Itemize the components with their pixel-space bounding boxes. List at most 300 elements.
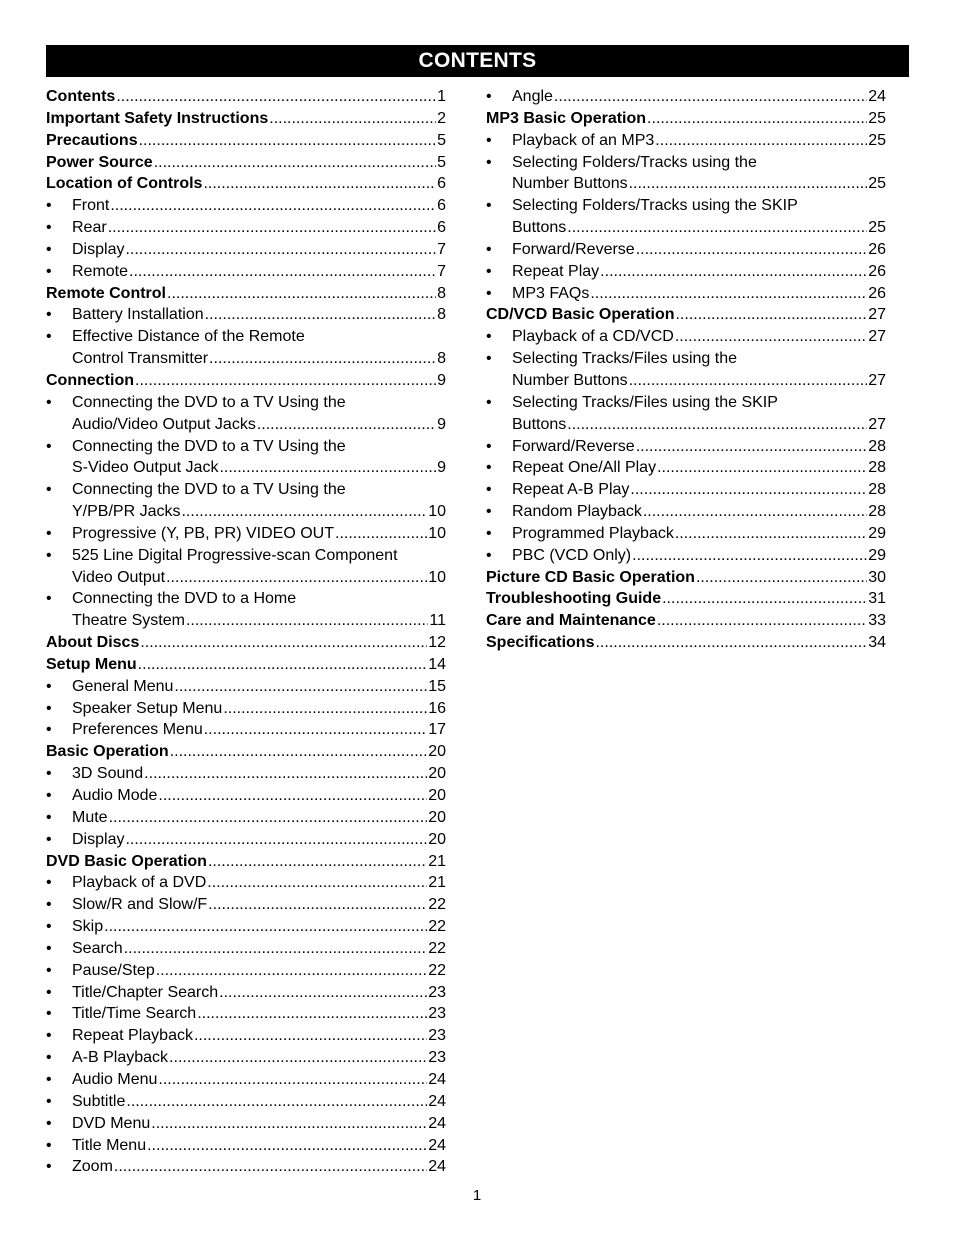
toc-label: Forward/Reverse — [512, 240, 635, 258]
toc-line — [46, 1156, 446, 1178]
toc-label: Forward/Reverse — [512, 437, 635, 455]
toc-heading[interactable] — [486, 304, 886, 326]
toc-label: Number Buttons — [512, 371, 628, 389]
toc-heading[interactable] — [486, 567, 886, 589]
toc-label: Care and Maintenance — [486, 612, 656, 630]
toc-heading[interactable] — [46, 851, 446, 873]
dot-leader — [158, 785, 427, 807]
toc-line — [486, 523, 886, 545]
bullet-icon: • — [46, 328, 52, 346]
bullet-icon: • — [46, 1092, 52, 1110]
toc-heading[interactable] — [46, 108, 446, 130]
dot-leader — [110, 195, 436, 217]
toc-page-number: 27 — [868, 328, 886, 346]
dot-leader — [209, 348, 436, 370]
toc-page-number: 33 — [868, 612, 886, 630]
toc-item[interactable] — [46, 392, 446, 436]
toc-label: Important Safety Instructions — [46, 109, 269, 127]
toc-heading[interactable] — [486, 632, 886, 654]
dot-leader — [567, 217, 867, 239]
toc-item[interactable] — [46, 217, 446, 239]
bullet-icon: • — [486, 459, 492, 477]
toc-item[interactable] — [486, 457, 886, 479]
toc-item[interactable] — [486, 283, 886, 305]
toc-item[interactable] — [486, 436, 886, 458]
toc-line — [46, 632, 446, 654]
dot-leader — [219, 457, 436, 479]
toc-page-number: 28 — [868, 481, 886, 499]
toc-item[interactable] — [46, 1025, 446, 1047]
bullet-icon: • — [486, 197, 492, 215]
toc-page-number: 23 — [428, 983, 446, 1001]
toc-item[interactable] — [46, 676, 446, 698]
toc-line — [486, 326, 886, 348]
toc-label: Contents — [46, 88, 116, 105]
bullet-icon: • — [46, 240, 52, 258]
toc-page-number: 1 — [437, 88, 446, 105]
toc-page-number: 14 — [428, 655, 446, 673]
toc-page-number: 7 — [437, 240, 446, 258]
dot-leader — [595, 632, 867, 654]
toc-item[interactable] — [486, 261, 886, 283]
toc-page-number: 24 — [428, 1092, 446, 1110]
toc-item[interactable] — [46, 719, 446, 741]
dot-leader — [675, 523, 867, 545]
toc-item[interactable] — [486, 130, 886, 152]
dot-leader — [655, 130, 867, 152]
dot-leader — [657, 457, 867, 479]
toc-item[interactable] — [46, 763, 446, 785]
toc-label: Connection — [46, 371, 134, 389]
bullet-icon: • — [46, 721, 52, 739]
toc-item[interactable] — [46, 304, 446, 326]
toc-item[interactable] — [46, 894, 446, 916]
bullet-icon: • — [486, 524, 492, 542]
toc-label: Title Menu — [72, 1136, 147, 1154]
toc-item[interactable] — [46, 1069, 446, 1091]
toc-label: Zoom — [72, 1158, 113, 1176]
toc-label: DVD Menu — [72, 1114, 151, 1132]
toc-item[interactable] — [486, 501, 886, 523]
toc-page-number: 5 — [437, 153, 446, 171]
toc-page-number: 23 — [428, 1005, 446, 1023]
bullet-icon: • — [46, 219, 52, 237]
toc-item[interactable] — [46, 1003, 446, 1025]
bullet-icon: • — [46, 677, 52, 695]
bullet-icon: • — [46, 546, 52, 564]
dot-leader — [567, 414, 867, 436]
bullet-icon: • — [46, 262, 52, 280]
dot-leader — [186, 610, 428, 632]
toc-label: A-B Playback — [72, 1049, 169, 1067]
toc-item[interactable] — [46, 872, 446, 894]
dot-leader — [207, 872, 427, 894]
bullet-icon: • — [486, 262, 492, 280]
bullet-icon: • — [46, 393, 52, 411]
toc-item[interactable] — [46, 326, 446, 370]
dot-leader — [335, 523, 427, 545]
toc-line — [46, 326, 446, 348]
toc-line — [46, 916, 446, 938]
toc-label: Remote Control — [46, 284, 166, 302]
dot-leader — [151, 1113, 427, 1135]
toc-heading[interactable] — [46, 370, 446, 392]
bullet-icon: • — [46, 830, 52, 848]
bullet-icon: • — [46, 939, 52, 957]
toc-line — [46, 654, 446, 676]
toc-page-number: 23 — [428, 1049, 446, 1067]
toc-line — [46, 567, 446, 589]
toc-label: MP3 FAQs — [512, 284, 590, 302]
toc-item[interactable] — [486, 152, 886, 196]
toc-item[interactable] — [46, 588, 446, 632]
toc-item[interactable] — [46, 545, 446, 589]
toc-label: Repeat One/All Play — [512, 459, 657, 477]
dot-leader — [590, 283, 867, 305]
toc-page-number: 17 — [428, 721, 446, 739]
toc-item[interactable] — [46, 807, 446, 829]
toc-line — [46, 545, 446, 567]
dot-leader — [269, 108, 436, 130]
toc-line — [46, 588, 446, 610]
bullet-icon: • — [486, 88, 492, 105]
toc-label: Preferences Menu — [72, 721, 203, 739]
toc-page-number: 28 — [868, 459, 886, 477]
toc-item[interactable] — [46, 938, 446, 960]
toc-page-number: 9 — [437, 415, 446, 433]
toc-line — [486, 304, 886, 326]
toc-label: Playback of a CD/VCD — [512, 328, 674, 346]
toc-line — [486, 217, 886, 239]
toc-label: Slow/R and Slow/F — [72, 896, 208, 914]
bullet-icon: • — [46, 437, 52, 455]
bullet-icon: • — [46, 1027, 52, 1045]
toc-page-number: 28 — [868, 503, 886, 521]
toc-page-number: 8 — [437, 284, 446, 302]
toc-label: Title/Chapter Search — [72, 983, 219, 1001]
toc-line — [46, 239, 446, 261]
toc-label: Mute — [72, 808, 108, 826]
toc-label: Rear — [72, 219, 107, 237]
toc-line — [486, 632, 886, 654]
toc-page-number: 8 — [437, 306, 446, 324]
dot-leader — [203, 173, 436, 195]
toc-label: Audio Menu — [72, 1070, 158, 1088]
toc-item[interactable] — [486, 195, 886, 239]
toc-page-number: 24 — [868, 88, 886, 105]
toc-line — [46, 261, 446, 283]
toc-item[interactable] — [486, 348, 886, 392]
toc-item[interactable] — [486, 326, 886, 348]
toc-page-number: 21 — [428, 874, 446, 892]
toc-line — [46, 1003, 446, 1025]
toc-label: Repeat Play — [512, 262, 600, 280]
toc-line — [46, 1113, 446, 1135]
toc-line — [46, 414, 446, 436]
toc-page-number: 22 — [428, 896, 446, 914]
toc-heading[interactable] — [46, 152, 446, 174]
dot-leader — [167, 283, 436, 305]
toc-label: Display — [72, 830, 125, 848]
toc-item[interactable] — [46, 1135, 446, 1157]
toc-item[interactable] — [46, 829, 446, 851]
toc-label: Buttons — [512, 415, 567, 433]
toc-line — [46, 217, 446, 239]
bullet-icon: • — [46, 1114, 52, 1132]
bullet-icon: • — [46, 1158, 52, 1176]
toc-label: Power Source — [46, 153, 153, 171]
dot-leader — [116, 86, 436, 108]
toc-line — [46, 283, 446, 305]
toc-line — [486, 195, 886, 217]
toc-label: Setup Menu — [46, 655, 137, 673]
dot-leader — [170, 741, 428, 763]
toc-label: Progressive (Y, PB, PR) VIDEO OUT — [72, 524, 334, 542]
toc-item[interactable] — [486, 392, 886, 436]
toc-page-number: 5 — [437, 131, 446, 149]
dot-leader — [208, 851, 427, 873]
toc-line — [46, 1025, 446, 1047]
toc-item[interactable] — [486, 86, 886, 108]
toc-item[interactable] — [46, 195, 446, 217]
toc-label: Y/PB/PR Jacks — [72, 503, 181, 521]
bullet-icon: • — [46, 481, 52, 499]
toc-page-number: 25 — [868, 175, 886, 193]
toc-line — [46, 370, 446, 392]
toc-heading[interactable] — [46, 86, 446, 108]
bullet-icon: • — [486, 131, 492, 149]
toc-line — [46, 436, 446, 458]
dot-leader — [109, 807, 428, 829]
toc-page-number: 20 — [428, 765, 446, 783]
toc-line — [486, 108, 886, 130]
toc-line — [46, 392, 446, 414]
dot-leader — [657, 610, 867, 632]
toc-line — [46, 610, 446, 632]
toc-heading[interactable] — [46, 741, 446, 763]
toc-line — [486, 545, 886, 567]
dot-leader — [166, 567, 427, 589]
bullet-icon: • — [46, 306, 52, 324]
toc-line — [46, 741, 446, 763]
toc-page-number: 2 — [437, 109, 446, 127]
toc-line — [46, 130, 446, 152]
toc-heading[interactable] — [486, 588, 886, 610]
toc-label: Programmed Playback — [512, 524, 674, 542]
toc-page-number: 24 — [428, 1114, 446, 1132]
dot-leader — [204, 719, 427, 741]
bullet-icon: • — [486, 503, 492, 521]
dot-leader — [114, 1156, 427, 1178]
dot-leader — [632, 545, 867, 567]
toc-label: Location of Controls — [46, 175, 203, 193]
toc-page-number: 26 — [868, 284, 886, 302]
dot-leader — [630, 479, 867, 501]
toc-line — [46, 1091, 446, 1113]
toc-label: Audio Mode — [72, 787, 158, 804]
toc-label: Theatre System — [72, 612, 185, 630]
toc-page-number: 21 — [428, 852, 446, 870]
toc-line — [486, 130, 886, 152]
toc-label: Random Playback — [512, 503, 642, 521]
toc-item[interactable] — [46, 479, 446, 523]
dot-leader — [600, 261, 867, 283]
toc-line — [46, 1135, 446, 1157]
toc-page-number: 20 — [428, 787, 446, 804]
toc-item[interactable] — [486, 523, 886, 545]
bullet-icon: • — [486, 437, 492, 455]
dot-leader — [158, 1069, 427, 1091]
toc-item[interactable] — [486, 239, 886, 261]
toc-page-number: 24 — [428, 1136, 446, 1154]
dot-leader — [219, 982, 427, 1004]
toc-label: Battery Installation — [72, 306, 204, 324]
dot-leader — [140, 632, 427, 654]
dot-leader — [205, 304, 436, 326]
toc-line — [46, 719, 446, 741]
toc-line — [46, 872, 446, 894]
toc-line — [486, 152, 886, 174]
bullet-icon: • — [46, 1005, 52, 1023]
contents-title-bar — [46, 45, 909, 77]
toc-item[interactable] — [46, 261, 446, 283]
toc-label: Video Output — [72, 568, 166, 586]
toc-item[interactable] — [46, 1156, 446, 1178]
bullet-icon: • — [46, 918, 52, 936]
toc-line — [46, 829, 446, 851]
toc-page-number: 25 — [868, 131, 886, 149]
toc-line — [46, 938, 446, 960]
toc-item[interactable] — [46, 523, 446, 545]
toc-label: PBC (VCD Only) — [512, 546, 632, 564]
toc-page-number: 30 — [868, 568, 886, 586]
toc-line — [46, 894, 446, 916]
toc-item[interactable] — [46, 698, 446, 720]
toc-item[interactable] — [46, 960, 446, 982]
toc-label: Precautions — [46, 131, 138, 149]
toc-line — [486, 86, 886, 108]
toc-line — [46, 479, 446, 501]
toc-item[interactable] — [486, 479, 886, 501]
toc-heading[interactable] — [46, 130, 446, 152]
bullet-icon: • — [486, 328, 492, 346]
bullet-icon: • — [486, 481, 492, 499]
toc-line — [486, 436, 886, 458]
toc-line — [486, 479, 886, 501]
toc-heading[interactable] — [46, 654, 446, 676]
toc-label: 525 Line Digital Progressive-scan Component — [72, 546, 398, 564]
toc-line — [46, 807, 446, 829]
bullet-icon: • — [486, 153, 492, 171]
bullet-icon: • — [486, 240, 492, 258]
toc-page-number: 34 — [868, 634, 886, 652]
toc-page-number: 15 — [428, 677, 446, 695]
toc-item[interactable] — [46, 982, 446, 1004]
toc-page-number: 20 — [428, 808, 446, 826]
toc-line — [486, 588, 886, 610]
toc-label: Connecting the DVD to a TV Using the — [72, 393, 346, 411]
bullet-icon: • — [486, 393, 492, 411]
dot-leader — [138, 654, 428, 676]
bullet-icon: • — [46, 983, 52, 1001]
toc-heading[interactable] — [46, 632, 446, 654]
toc-item[interactable] — [486, 545, 886, 567]
toc-label: Skip — [72, 918, 104, 936]
toc-label: Control Transmitter — [72, 350, 209, 368]
toc-label: Selecting Tracks/Files using the SKIP — [512, 393, 778, 411]
dot-leader — [643, 501, 867, 523]
toc-label: About Discs — [46, 634, 140, 652]
toc-label: Connecting the DVD to a Home — [72, 590, 297, 608]
dot-leader — [629, 173, 868, 195]
toc-item[interactable] — [46, 436, 446, 480]
toc-item[interactable] — [46, 239, 446, 261]
dot-leader — [647, 108, 867, 130]
toc-page-number: 20 — [428, 830, 446, 848]
toc-label: Display — [72, 240, 125, 258]
dot-leader — [144, 763, 427, 785]
toc-item[interactable] — [46, 916, 446, 938]
bullet-icon: • — [46, 787, 52, 804]
toc-line — [46, 982, 446, 1004]
toc-line — [46, 152, 446, 174]
toc-page-number: 29 — [868, 546, 886, 564]
toc-page-number: 22 — [428, 939, 446, 957]
toc-heading[interactable] — [46, 173, 446, 195]
toc-heading[interactable] — [46, 283, 446, 305]
toc-item[interactable] — [46, 785, 446, 807]
toc-line — [46, 785, 446, 807]
toc-label: Subtitle — [72, 1092, 126, 1110]
toc-label: Repeat Playback — [72, 1027, 193, 1045]
bullet-icon: • — [46, 590, 52, 608]
toc-label: Search — [72, 939, 123, 957]
toc-heading[interactable] — [486, 610, 886, 632]
dot-leader — [223, 698, 427, 720]
dot-leader — [629, 370, 868, 392]
toc-label: Playback of a DVD — [72, 874, 207, 892]
toc-line — [46, 1047, 446, 1069]
toc-label: Connecting the DVD to a TV Using the — [72, 481, 346, 499]
toc-line — [486, 567, 886, 589]
dot-leader — [696, 567, 867, 589]
toc-item[interactable] — [46, 1091, 446, 1113]
dot-leader — [126, 1091, 427, 1113]
dot-leader — [139, 130, 437, 152]
dot-leader — [208, 894, 427, 916]
bullet-icon: • — [46, 961, 52, 979]
dot-leader — [108, 217, 436, 239]
toc-line — [46, 523, 446, 545]
dot-leader — [124, 938, 428, 960]
bullet-icon: • — [486, 284, 492, 302]
toc-page-number: 26 — [868, 240, 886, 258]
dot-leader — [125, 829, 427, 851]
toc-line — [486, 392, 886, 414]
toc-page-number: 24 — [428, 1070, 446, 1088]
page-number: 1 — [472, 1187, 482, 1204]
toc-heading[interactable] — [486, 108, 886, 130]
dot-leader — [154, 152, 436, 174]
toc-page-number: 26 — [868, 262, 886, 280]
toc-item[interactable] — [46, 1113, 446, 1135]
toc-item[interactable] — [46, 1047, 446, 1069]
toc-page-number: 27 — [868, 415, 886, 433]
dot-leader — [147, 1135, 427, 1157]
toc-line — [46, 698, 446, 720]
toc-label: Playback of an MP3 — [512, 131, 655, 149]
toc-line — [486, 414, 886, 436]
